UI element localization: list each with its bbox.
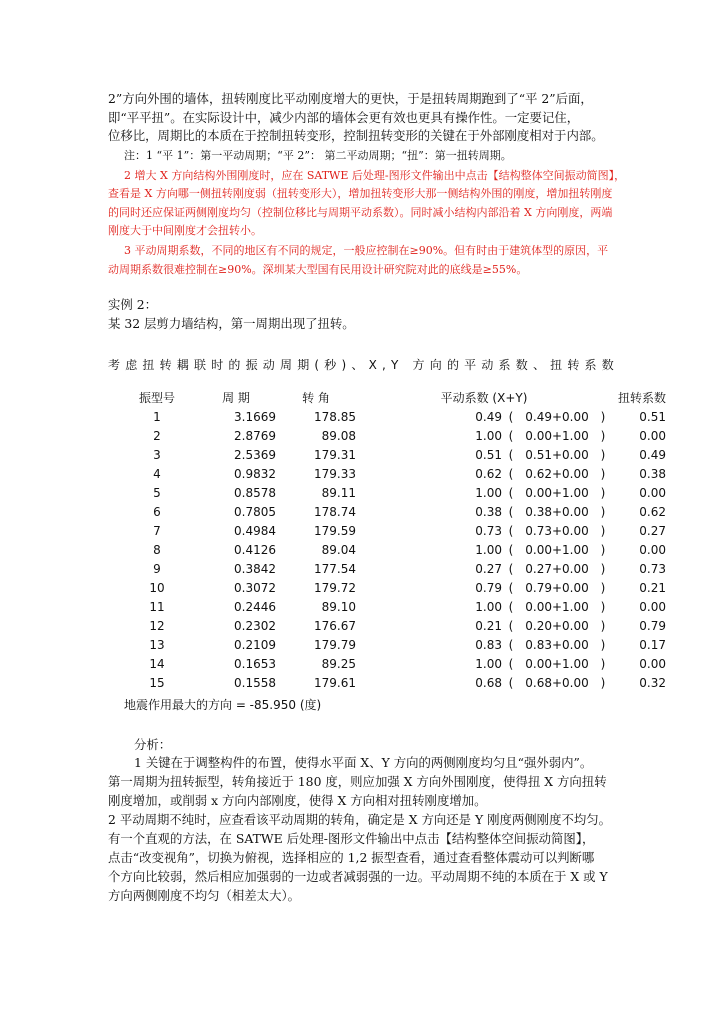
- cell-trans: 0.51: [475, 447, 502, 462]
- note-1: 注：1 “平 1”：第一平动周期；“平 2”： 第二平动周期；“扭”：第一扭转周期。: [124, 149, 512, 162]
- cell-torsion: 0.00: [639, 599, 667, 614]
- cell-xy: 0.00+1.00: [525, 656, 589, 671]
- cell-mode: 13: [149, 637, 165, 652]
- analysis-line-7: 个方向比较弱，然后相应加强弱的一边或者减弱强的一边。平动周期不纯的本质在于 X 或 Y: [108, 869, 608, 884]
- cell-torsion: 0.79: [639, 618, 667, 633]
- table-row: [118, 483, 666, 502]
- table-row: [118, 464, 666, 483]
- cell-mode: 8: [153, 542, 161, 557]
- table-row: [118, 654, 666, 673]
- example-subtitle: 某 32 层剪力墙结构，第一周期出现了扭转。: [108, 316, 355, 331]
- cell-period: 0.7805: [234, 504, 276, 519]
- cell-mode: 6: [153, 504, 161, 519]
- paren-open: (: [508, 428, 514, 443]
- cell-xy: 0.73+0.00: [525, 523, 589, 538]
- cell-xy: 0.00+1.00: [525, 428, 589, 443]
- note-2-line-4: 刚度大于中间刚度才会扭转小。: [108, 224, 262, 237]
- paren-open: (: [508, 447, 514, 462]
- paren-close: ): [600, 542, 606, 557]
- paren-close: ): [600, 485, 606, 500]
- paren-open: (: [508, 542, 514, 557]
- cell-torsion: 0.21: [639, 580, 667, 595]
- cell-trans: 1.00: [475, 428, 502, 443]
- cell-angle: 179.61: [314, 675, 356, 690]
- table-row: [118, 407, 666, 426]
- cell-period: 0.4984: [234, 523, 276, 538]
- paren-close: ): [600, 409, 606, 424]
- cell-mode: 14: [149, 656, 165, 671]
- analysis-title: 分析：: [134, 737, 172, 752]
- cell-xy: 0.27+0.00: [525, 561, 589, 576]
- cell-mode: 9: [153, 561, 161, 576]
- cell-xy: 0.79+0.00: [525, 580, 589, 595]
- header-mode: 振型号: [138, 391, 175, 405]
- cell-mode: 2: [153, 428, 161, 443]
- cell-torsion: 0.00: [639, 656, 667, 671]
- cell-period: 0.2302: [234, 618, 276, 633]
- cell-mode: 12: [149, 618, 165, 633]
- cell-angle: 178.74: [314, 504, 356, 519]
- cell-period: 2.8769: [234, 428, 276, 443]
- cell-mode: 7: [153, 523, 161, 538]
- table-row: [118, 559, 666, 578]
- header-translation: 平动系数 (X+Y): [440, 391, 528, 405]
- cell-angle: 179.72: [314, 580, 356, 595]
- paren-open: (: [508, 580, 514, 595]
- cell-angle: 89.25: [321, 656, 356, 671]
- cell-mode: 1: [153, 409, 161, 424]
- table-footer: 地震作用最大的方向 = -85.950 (度): [124, 698, 322, 712]
- paren-close: ): [600, 618, 606, 633]
- cell-torsion: 0.62: [639, 504, 667, 519]
- note-3-line-1: 3 平动周期系数，不同的地区有不同的规定，一般应控制在≥90%。但有时由于建筑体型的原因，平: [124, 244, 609, 257]
- paren-open: (: [508, 504, 514, 519]
- paren-close: ): [600, 561, 606, 576]
- cell-angle: 179.59: [314, 523, 356, 538]
- table-row: [118, 426, 666, 445]
- cell-period: 0.2109: [234, 637, 276, 652]
- table-row: [118, 635, 666, 654]
- cell-xy: 0.38+0.00: [525, 504, 589, 519]
- paren-open: (: [508, 656, 514, 671]
- cell-mode: 11: [149, 599, 165, 614]
- paren-open: (: [508, 618, 514, 633]
- cell-period: 2.5369: [234, 447, 276, 462]
- cell-torsion: 0.00: [639, 542, 667, 557]
- cell-period: 0.4126: [234, 542, 276, 557]
- paren-open: (: [508, 485, 514, 500]
- cell-trans: 0.68: [475, 675, 502, 690]
- cell-trans: 1.00: [475, 485, 502, 500]
- table-row: [118, 521, 666, 540]
- paren-close: ): [600, 637, 606, 652]
- cell-torsion: 0.00: [639, 428, 667, 443]
- intro-line-1: 2”方向外围的墙体，扭转刚度比平动刚度增大的更快，于是扭转周期跑到了“平 2”后面，: [108, 91, 593, 106]
- cell-period: 0.1653: [234, 656, 276, 671]
- paren-open: (: [508, 637, 514, 652]
- cell-period: 0.2446: [234, 599, 276, 614]
- cell-mode: 15: [149, 675, 165, 690]
- cell-xy: 0.62+0.00: [525, 466, 589, 481]
- paren-close: ): [600, 656, 606, 671]
- cell-torsion: 0.32: [639, 675, 667, 690]
- paren-close: ): [600, 523, 606, 538]
- header-period: 周 期: [222, 391, 250, 405]
- analysis-line-1: 1 关键在于调整构件的布置，使得水平面 X、Y 方向的两侧刚度均匀且“强外弱内”。: [134, 755, 593, 770]
- cell-period: 0.9832: [234, 466, 276, 481]
- cell-mode: 5: [153, 485, 161, 500]
- header-angle: 转 角: [302, 391, 330, 405]
- note-2-line-3: 的同时还应保证两侧刚度均匀（控制位移比与周期平动系数）。同时减小结构内部沿着 X 方向刚度，两端: [108, 206, 613, 219]
- cell-trans: 0.79: [475, 580, 502, 595]
- cell-torsion: 0.38: [639, 466, 667, 481]
- cell-angle: 179.31: [314, 447, 356, 462]
- table-header-row: [118, 388, 666, 407]
- cell-torsion: 0.51: [639, 409, 667, 424]
- table-row: [118, 445, 666, 464]
- cell-xy: 0.00+1.00: [525, 599, 589, 614]
- cell-period: 0.8578: [234, 485, 276, 500]
- table-row: [118, 673, 666, 692]
- cell-period: 0.3842: [234, 561, 276, 576]
- cell-xy: 0.20+0.00: [525, 618, 589, 633]
- analysis-line-8: 方向两侧刚度不均匀（相差太大）。: [108, 888, 301, 903]
- cell-xy: 0.00+1.00: [525, 542, 589, 557]
- cell-angle: 89.10: [321, 599, 356, 614]
- table-row: [118, 597, 666, 616]
- cell-period: 0.1558: [234, 675, 276, 690]
- cell-angle: 176.67: [314, 618, 356, 633]
- cell-xy: 0.68+0.00: [525, 675, 589, 690]
- table-caption-text: 考虑扭转耦联时的振动周期(秒)、X,Y 方向的平动系数、扭转系数: [108, 358, 619, 372]
- cell-trans: 0.49: [475, 409, 502, 424]
- paren-close: ): [600, 599, 606, 614]
- cell-angle: 89.08: [321, 428, 356, 443]
- cell-xy: 0.51+0.00: [525, 447, 589, 462]
- cell-angle: 179.33: [314, 466, 356, 481]
- table-row: [118, 540, 666, 559]
- cell-period: 0.3072: [234, 580, 276, 595]
- analysis-line-2: 第一周期为扭转振型，转角接近于 180 度，则应加强 X 方向外围刚度，使得扭 X 方向扭转: [108, 774, 607, 789]
- cell-trans: 1.00: [475, 599, 502, 614]
- cell-xy: 0.49+0.00: [525, 409, 589, 424]
- cell-torsion: 0.27: [639, 523, 667, 538]
- cell-angle: 179.79: [314, 637, 356, 652]
- analysis-line-5: 有一个直观的方法，在 SATWE 后处理-图形文件输出中点击【结构整体空间振动简图】，: [108, 831, 595, 846]
- analysis-line-6: 点击“改变视角”，切换为俯视，选择相应的 1,2 振型查看，通过查看整体震动可以判断哪: [108, 850, 595, 865]
- table-row: [118, 616, 666, 635]
- paren-close: ): [600, 580, 606, 595]
- table-row: [118, 502, 666, 521]
- cell-period: 3.1669: [234, 409, 276, 424]
- note-3-line-2: 动周期系数很难控制在≥90%。深圳某大型国有民用设计研究院对此的底线是≥55%。: [108, 263, 528, 276]
- cell-trans: 1.00: [475, 542, 502, 557]
- cell-trans: 0.21: [475, 618, 502, 633]
- cell-xy: 0.00+1.00: [525, 485, 589, 500]
- example-title: 实例 2：: [108, 297, 157, 312]
- analysis-line-3: 刚度增加，或削弱 x 方向内部刚度，使得 X 方向相对扭转刚度增加。: [108, 793, 487, 808]
- cell-trans: 0.83: [475, 637, 502, 652]
- cell-torsion: 0.17: [639, 637, 667, 652]
- cell-mode: 10: [149, 580, 165, 595]
- note-2-line-2: 查看是 X 方向哪一侧扭转刚度弱（扭转变形大），增加扭转变形大那一侧结构外围的刚度，增加扭转刚度: [108, 187, 613, 200]
- cell-torsion: 0.49: [639, 447, 667, 462]
- cell-trans: 0.27: [475, 561, 502, 576]
- paren-close: ): [600, 428, 606, 443]
- cell-trans: 1.00: [475, 656, 502, 671]
- table-caption: [108, 356, 618, 373]
- period-table: [118, 388, 666, 692]
- table-body: [118, 407, 666, 692]
- paren-open: (: [508, 675, 514, 690]
- paren-open: (: [508, 466, 514, 481]
- paren-open: (: [508, 523, 514, 538]
- cell-angle: 89.11: [321, 485, 356, 500]
- table-row: [118, 578, 666, 597]
- cell-trans: 0.62: [475, 466, 502, 481]
- note-2-line-1: 2 增大 X 方向结构外围刚度时，应在 SATWE 后处理-图形文件输出中点击【结构整体空间振动简图】，: [124, 169, 626, 182]
- paren-close: ): [600, 447, 606, 462]
- paren-open: (: [508, 599, 514, 614]
- cell-angle: 177.54: [314, 561, 356, 576]
- cell-trans: 0.38: [475, 504, 502, 519]
- intro-line-3: 位移比，周期比的本质在于控制扭转变形，控制扭转变形的关键在于外部刚度相对于内部。: [108, 128, 604, 143]
- cell-xy: 0.83+0.00: [525, 637, 589, 652]
- cell-angle: 89.04: [321, 542, 356, 557]
- cell-mode: 3: [153, 447, 161, 462]
- paren-close: ): [600, 675, 606, 690]
- intro-line-2: 即“平平扭”。在实际设计中，减少内部的墙体会更有效也更具有操作性。一定要记住，: [108, 110, 580, 125]
- cell-trans: 0.73: [475, 523, 502, 538]
- paren-close: ): [600, 504, 606, 519]
- analysis-line-4: 2 平动周期不纯时，应查看该平动周期的转角，确定是 X 方向还是 Y 刚度两侧刚度不均匀。: [108, 812, 612, 827]
- header-torsion: 扭转系数: [618, 391, 667, 405]
- cell-angle: 178.85: [314, 409, 356, 424]
- paren-close: ): [600, 466, 606, 481]
- cell-torsion: 0.73: [639, 561, 667, 576]
- paren-open: (: [508, 409, 514, 424]
- cell-mode: 4: [153, 466, 161, 481]
- cell-torsion: 0.00: [639, 485, 667, 500]
- paren-open: (: [508, 561, 514, 576]
